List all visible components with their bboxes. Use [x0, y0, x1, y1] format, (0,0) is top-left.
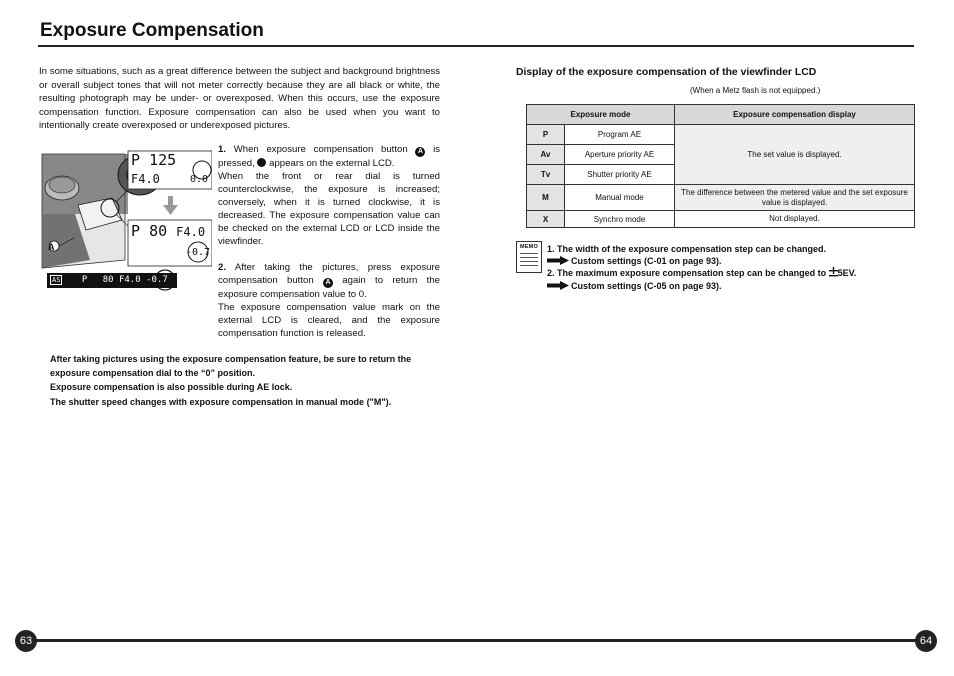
viewfinder-section-heading: Display of the exposure compensation of the viewfinder LCD [516, 67, 817, 78]
step-1-number: 1. [218, 144, 227, 155]
note-item: Exposure compensation is also possible during AE lock. [50, 382, 293, 393]
viewfinder-tag: AS [52, 276, 61, 284]
step-1-text-b: is pressed, [218, 144, 440, 169]
table-row [527, 125, 915, 145]
memo-line-3 [547, 267, 856, 279]
mode-name: Manual mode [565, 185, 675, 211]
viewfinder-value: -0.7 [146, 275, 168, 285]
intro-paragraph: In some situations, such as a great difference between the subject and background brightness or overall subject tones that will not meter correctly because they are all black or white, the resulting photograph may be under- or overexposed. When this occurs, use the exposure compensation function. Exposure compensation can also be used when you want to intentionally create overexposed or underexposed pictures. [39, 66, 440, 131]
memo-line-1: 1. The width of the exposure compensation step can be changed. [547, 244, 827, 254]
memo-icon-label: MEMO [520, 244, 538, 250]
note-item: The shutter speed changes with exposure compensation in manual mode ("M"). [50, 396, 392, 407]
table-header-mode: Exposure mode [527, 105, 675, 125]
page-number-left: 63 [15, 630, 37, 652]
step-2 [218, 261, 440, 301]
right-arrow-icon [547, 281, 569, 290]
step-1-text-a: When exposure compensation button [233, 144, 408, 155]
viewfinder-aperture: F4.0 [118, 275, 141, 285]
step-1-text-c: appears on the external LCD. [269, 158, 395, 169]
button-a-icon: A [415, 147, 425, 157]
mode-name: Program AE [565, 125, 675, 145]
lcd-top-shutter: 125 [149, 151, 177, 169]
step-2-text-a: After taking the pictures, press exposure compensation button [218, 262, 440, 286]
mode-name: Aperture priority AE [565, 145, 675, 165]
lcd-bottom-shutter: 80 [149, 222, 168, 240]
display-set-value: The set value is displayed. [675, 125, 915, 185]
button-a-icon: A [323, 278, 333, 288]
camera-illustration [40, 150, 212, 296]
table-header-row [527, 105, 915, 125]
memo-text [547, 243, 856, 292]
plus-minus-icon [829, 267, 838, 277]
memo-custom-setting-link: Custom settings (C-05 on page 93). [571, 280, 722, 291]
viewfinder-shutter: 80 [102, 275, 114, 285]
mode-code: P [527, 125, 565, 145]
display-not-shown: Not displayed. [675, 211, 915, 228]
lcd-bottom-aperture: F4.0 [176, 225, 206, 239]
caution-notes [50, 352, 445, 409]
viewfinder-mode: P [81, 275, 88, 285]
memo-custom-setting-link: Custom settings (C-01 on page 93). [571, 256, 722, 267]
metz-note: (When a Metz flash is not equipped.) [690, 86, 821, 95]
page-number-right: 64 [915, 630, 937, 652]
step-1 [218, 143, 440, 170]
table-row [527, 185, 915, 211]
step-2-text-b: again to return the exposure compensation value to 0. [218, 275, 441, 300]
memo-line-2 [547, 255, 856, 267]
table-header-display: Exposure compensation display [675, 105, 915, 125]
memo-line-3-text: 2. The maximum exposure compensation step can be changed to [547, 268, 827, 279]
lcd-top-aperture: F4.0 [131, 172, 160, 186]
title-rule [38, 45, 914, 47]
memo-icon [516, 241, 542, 273]
exposure-compensation-icon [257, 158, 266, 167]
lcd-top-mode: P [131, 151, 141, 169]
page-title: Exposure Compensation [40, 20, 264, 41]
mode-name: Synchro mode [565, 211, 675, 228]
note-item: After taking pictures using the exposure compensation feature, be sure to return the exposure compensation dial to the “0” position. [50, 354, 412, 379]
lcd-bottom-value: -0.7 [186, 247, 211, 258]
callout-a: A [48, 242, 55, 252]
mode-code: X [527, 211, 565, 228]
exposure-mode-table [526, 104, 915, 228]
table-row [527, 211, 915, 228]
step-1-detail: When the front or rear dial is turned counterclockwise, the exposure is increased; conversely, when it is turned clockwise, it is decreased. The exposure compensation value can be checked on the external LCD or LCD inside the viewfinder. [218, 171, 440, 247]
memo-line-3-value: 5EV. [837, 268, 857, 279]
mode-code: M [527, 185, 565, 211]
footer-rule [30, 639, 924, 642]
mode-code: Av [527, 145, 565, 165]
mode-code: Tv [527, 165, 565, 185]
viewfinder-readout [50, 274, 175, 287]
steps-text [218, 143, 440, 340]
display-difference: The difference between the metered value and the set exposure value is displayed. [675, 185, 915, 211]
step-2-detail: The exposure compensation value mark on the external LCD is cleared, and the exposure compensation function is released. [218, 302, 440, 339]
mode-name: Shutter priority AE [565, 165, 675, 185]
right-arrow-icon [547, 256, 569, 265]
step-2-number: 2. [218, 262, 227, 273]
lcd-top-value: 0.0 [190, 174, 209, 185]
memo-line-4 [547, 280, 856, 292]
lcd-bottom-mode: P [131, 222, 141, 240]
lcd-bottom-readout [131, 222, 211, 242]
